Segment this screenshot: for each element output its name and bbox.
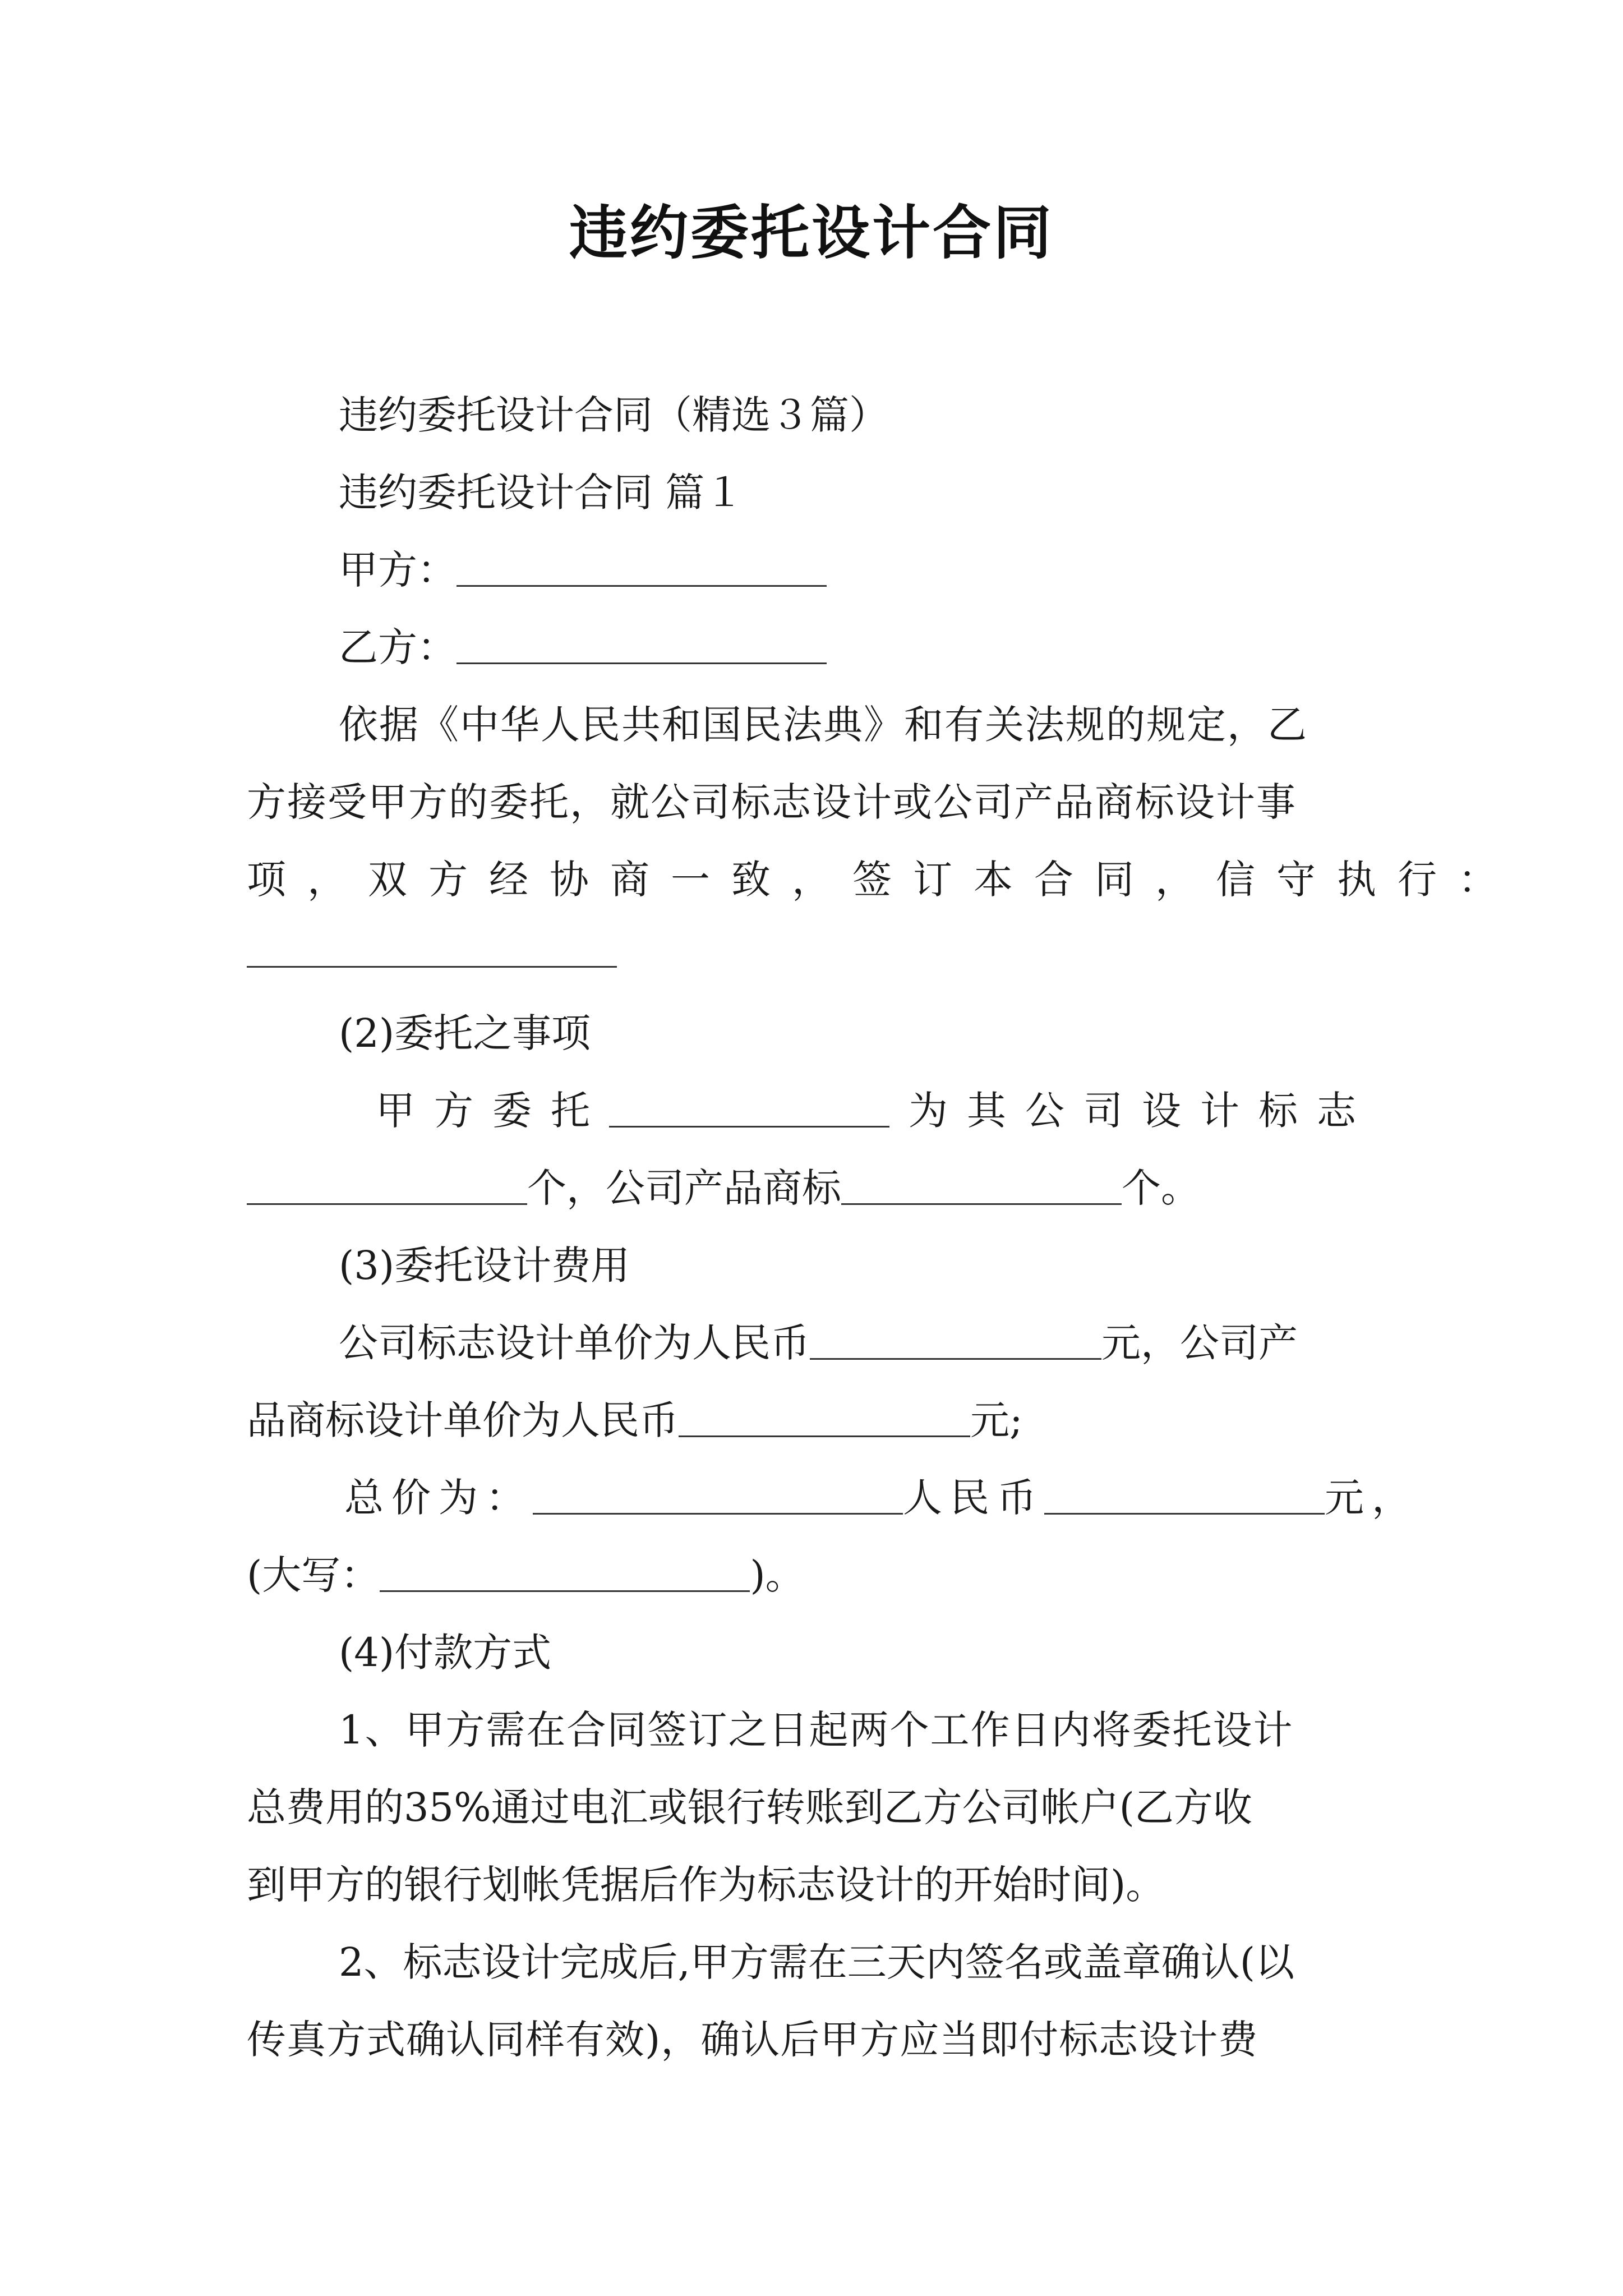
clause-3-text-h: (大写： xyxy=(247,1552,380,1598)
party-b-row xyxy=(339,619,827,675)
clause-3-text-g: 元， xyxy=(1325,1475,1419,1521)
clause-4-item-1-line-2: 总费用的35%通过电汇或银行转账到乙方公司帐户(乙方收 xyxy=(247,1784,1252,1830)
clause-4-item-1-line-3: 到甲方的银行划帐凭据后作为标志设计的开始时间)。 xyxy=(247,1862,1165,1908)
clause-3-text-i: )。 xyxy=(750,1552,805,1598)
clause-3-line-2 xyxy=(247,1392,1023,1448)
intro-blank xyxy=(247,966,617,968)
clause-2-text-a: 甲方委托 xyxy=(376,1088,609,1134)
clause-3-blank-b xyxy=(679,1402,970,1437)
intro-line-2: 方接受甲方的委托，就公司标志设计或公司产品商标设计事 xyxy=(247,779,1297,825)
clause-4-item-1-line-1: 1、甲方需在合同签订之日起两个工作日内将委托设计 xyxy=(339,1707,1294,1753)
party-a-row xyxy=(339,542,827,598)
clause-3-text-c: 品商标设计单价为人民币 xyxy=(247,1397,679,1443)
intro-line-1: 依据《中华人民共和国民法典》和有关法规的规定，乙 xyxy=(339,702,1308,748)
clause-3-text-e: 总价为： xyxy=(344,1475,533,1521)
clause-2-heading: (2)委托之事项 xyxy=(339,1010,591,1056)
party-b-label: 乙方： xyxy=(339,624,457,670)
clause-2-blank-a xyxy=(609,1092,889,1128)
clause-3-line-3 xyxy=(344,1470,1419,1526)
clause-3-blank-c xyxy=(533,1479,903,1515)
party-b-blank xyxy=(457,629,827,664)
clause-2-line-1 xyxy=(376,1083,1375,1139)
clause-2-text-b: 为其公司设计标志 xyxy=(909,1088,1375,1134)
clause-3-blank-d xyxy=(1044,1479,1325,1515)
document-subtitle: 违约委托设计合同（精选３篇） xyxy=(339,392,888,438)
party-a-blank xyxy=(457,551,827,587)
clause-2-blank-c xyxy=(841,1170,1122,1205)
clause-3-text-f: 人民币 xyxy=(903,1475,1044,1521)
clause-3-text-d: 元; xyxy=(970,1397,1023,1443)
clause-2-text-c: 个，公司产品商标 xyxy=(527,1165,841,1211)
intro-line-3: 项，双方经协商一致，签订本合同，信守执行： xyxy=(247,857,1519,903)
clause-3-line-4 xyxy=(247,1547,805,1603)
clause-3-heading: (3)委托设计费用 xyxy=(339,1243,630,1289)
party-a-label: 甲方： xyxy=(339,547,457,593)
clause-3-blank-a xyxy=(810,1324,1101,1360)
clause-4-item-2-line-2: 传真方式确认同样有效)，确认后甲方应当即付标志设计费 xyxy=(247,2017,1258,2063)
clause-3-blank-e xyxy=(380,1557,750,1592)
clause-3-text-b: 元，公司产 xyxy=(1101,1320,1298,1366)
clause-2-text-d: 个。 xyxy=(1122,1165,1200,1211)
clause-2-blank-b xyxy=(247,1170,527,1205)
clause-4-heading: (4)付款方式 xyxy=(339,1630,552,1676)
section-heading: 违约委托设计合同 篇１ xyxy=(339,470,744,516)
document-title: 违约委托设计合同 xyxy=(569,198,1054,267)
clause-3-text-a: 公司标志设计单价为人民币 xyxy=(339,1320,810,1366)
clause-2-line-2 xyxy=(247,1160,1200,1216)
clause-4-item-2-line-1: 2、标志设计完成后,甲方需在三天内签名或盖章确认(以 xyxy=(339,1939,1295,1985)
clause-3-line-1 xyxy=(339,1315,1298,1371)
